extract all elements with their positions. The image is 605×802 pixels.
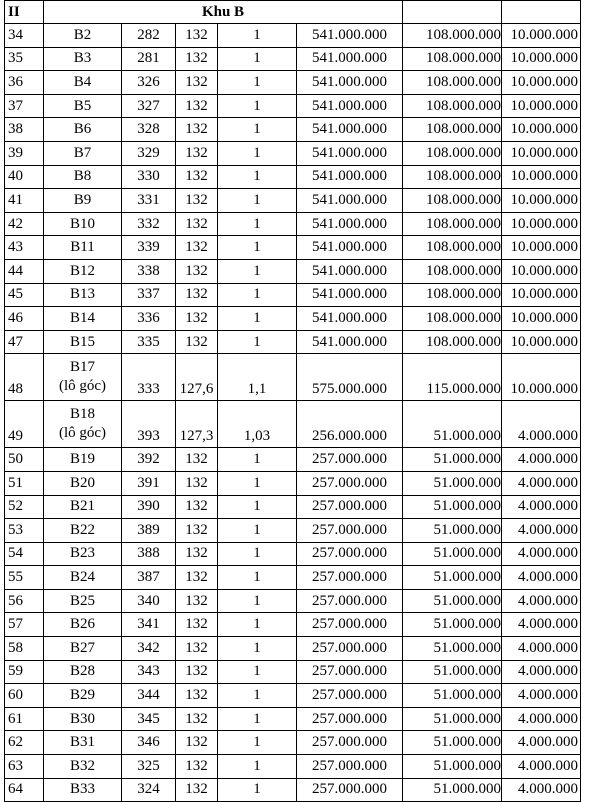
fee-amount: 10.000.000 xyxy=(502,118,581,142)
table-body xyxy=(5,1,581,802)
table-row xyxy=(5,24,581,48)
plot-number: 392 xyxy=(122,448,176,472)
deposit-amount: 51.000.000 xyxy=(403,755,502,779)
lot-code: B12 xyxy=(44,259,122,283)
area-value: 132 xyxy=(176,24,218,48)
coefficient: 1 xyxy=(218,236,297,260)
table-row xyxy=(5,519,581,543)
starting-price: 541.000.000 xyxy=(297,47,403,71)
row-number: 35 xyxy=(5,47,44,71)
table-row xyxy=(5,471,581,495)
table-row xyxy=(5,189,581,213)
plot-number: 331 xyxy=(122,189,176,213)
area-value: 132 xyxy=(176,94,218,118)
row-number: 39 xyxy=(5,141,44,165)
starting-price: 541.000.000 xyxy=(297,236,403,260)
fee-amount: 4.000.000 xyxy=(502,401,581,448)
area-value: 132 xyxy=(176,307,218,331)
row-number: 50 xyxy=(5,448,44,472)
lot-code: B31 xyxy=(44,731,122,755)
plot-number: 387 xyxy=(122,566,176,590)
coefficient: 1 xyxy=(218,660,297,684)
area-value: 132 xyxy=(176,660,218,684)
lot-code: B13 xyxy=(44,283,122,307)
deposit-amount: 51.000.000 xyxy=(403,731,502,755)
coefficient: 1 xyxy=(218,141,297,165)
area-value: 132 xyxy=(176,519,218,543)
coefficient: 1 xyxy=(218,259,297,283)
row-number: 43 xyxy=(5,236,44,260)
deposit-amount: 108.000.000 xyxy=(403,165,502,189)
plot-number: 342 xyxy=(122,637,176,661)
lot-code-label: B17 xyxy=(69,359,95,376)
starting-price: 257.000.000 xyxy=(297,707,403,731)
starting-price: 541.000.000 xyxy=(297,24,403,48)
row-number: 61 xyxy=(5,707,44,731)
starting-price: 541.000.000 xyxy=(297,94,403,118)
lot-code: B25 xyxy=(44,589,122,613)
row-number: 34 xyxy=(5,24,44,48)
plot-number: 337 xyxy=(122,283,176,307)
row-number: 36 xyxy=(5,71,44,95)
area-value: 132 xyxy=(176,71,218,95)
starting-price: 541.000.000 xyxy=(297,283,403,307)
lot-code: B20 xyxy=(44,471,122,495)
plot-number: 333 xyxy=(122,354,176,401)
plot-number: 326 xyxy=(122,71,176,95)
area-value: 132 xyxy=(176,118,218,142)
lot-code: B27 xyxy=(44,637,122,661)
coefficient: 1,03 xyxy=(218,401,297,448)
lot-code xyxy=(44,401,122,448)
starting-price: 541.000.000 xyxy=(297,330,403,354)
row-number: 53 xyxy=(5,519,44,543)
fee-amount: 10.000.000 xyxy=(502,307,581,331)
row-number: 41 xyxy=(5,189,44,213)
row-number: 55 xyxy=(5,566,44,590)
row-number: 51 xyxy=(5,471,44,495)
coefficient: 1 xyxy=(218,24,297,48)
fee-amount: 10.000.000 xyxy=(502,212,581,236)
plot-number: 336 xyxy=(122,307,176,331)
lot-code: B10 xyxy=(44,212,122,236)
fee-amount: 10.000.000 xyxy=(502,236,581,260)
lot-code: B2 xyxy=(44,24,122,48)
fee-amount: 4.000.000 xyxy=(502,684,581,708)
coefficient: 1 xyxy=(218,212,297,236)
fee-amount: 4.000.000 xyxy=(502,637,581,661)
plot-number: 335 xyxy=(122,330,176,354)
starting-price: 257.000.000 xyxy=(297,589,403,613)
lot-code: B28 xyxy=(44,660,122,684)
starting-price: 541.000.000 xyxy=(297,189,403,213)
area-value: 132 xyxy=(176,236,218,260)
coefficient: 1 xyxy=(218,637,297,661)
deposit-amount: 108.000.000 xyxy=(403,47,502,71)
row-number: 63 xyxy=(5,755,44,779)
starting-price: 256.000.000 xyxy=(297,401,403,448)
lot-code: B29 xyxy=(44,684,122,708)
lot-code: B5 xyxy=(44,94,122,118)
lot-code: B7 xyxy=(44,141,122,165)
table-row xyxy=(5,401,581,448)
area-value: 132 xyxy=(176,330,218,354)
row-number: 57 xyxy=(5,613,44,637)
area-value: 132 xyxy=(176,165,218,189)
starting-price: 541.000.000 xyxy=(297,307,403,331)
table-row xyxy=(5,637,581,661)
table-row xyxy=(5,330,581,354)
deposit-amount: 51.000.000 xyxy=(403,707,502,731)
fee-amount: 4.000.000 xyxy=(502,495,581,519)
lot-code: B6 xyxy=(44,118,122,142)
area-value: 132 xyxy=(176,471,218,495)
deposit-amount: 51.000.000 xyxy=(403,519,502,543)
plot-number: 390 xyxy=(122,495,176,519)
area-value: 132 xyxy=(176,189,218,213)
row-number: 38 xyxy=(5,118,44,142)
area-value: 132 xyxy=(176,589,218,613)
coefficient: 1,1 xyxy=(218,354,297,401)
deposit-amount: 115.000.000 xyxy=(403,354,502,401)
deposit-amount: 51.000.000 xyxy=(403,495,502,519)
plot-number: 391 xyxy=(122,471,176,495)
deposit-amount: 108.000.000 xyxy=(403,118,502,142)
deposit-amount: 108.000.000 xyxy=(403,189,502,213)
area-value: 132 xyxy=(176,283,218,307)
deposit-amount: 51.000.000 xyxy=(403,684,502,708)
deposit-amount: 108.000.000 xyxy=(403,212,502,236)
starting-price: 257.000.000 xyxy=(297,613,403,637)
area-value: 132 xyxy=(176,778,218,802)
table-row xyxy=(5,283,581,307)
coefficient: 1 xyxy=(218,566,297,590)
table-row xyxy=(5,684,581,708)
deposit-amount: 51.000.000 xyxy=(403,566,502,590)
fee-amount: 4.000.000 xyxy=(502,731,581,755)
table-row xyxy=(5,542,581,566)
coefficient: 1 xyxy=(218,542,297,566)
row-number: 62 xyxy=(5,731,44,755)
fee-amount: 10.000.000 xyxy=(502,189,581,213)
deposit-amount: 51.000.000 xyxy=(403,637,502,661)
starting-price: 257.000.000 xyxy=(297,471,403,495)
lot-code-label: B18 xyxy=(69,406,95,423)
table-row xyxy=(5,589,581,613)
table-row xyxy=(5,307,581,331)
fee-amount: 4.000.000 xyxy=(502,613,581,637)
starting-price: 257.000.000 xyxy=(297,448,403,472)
plot-number: 341 xyxy=(122,613,176,637)
starting-price: 575.000.000 xyxy=(297,354,403,401)
plot-number: 393 xyxy=(122,401,176,448)
plot-number: 346 xyxy=(122,731,176,755)
row-number: 56 xyxy=(5,589,44,613)
section-header-row xyxy=(5,1,581,24)
plot-number: 325 xyxy=(122,755,176,779)
area-value: 132 xyxy=(176,566,218,590)
lot-code: B15 xyxy=(44,330,122,354)
coefficient: 1 xyxy=(218,165,297,189)
fee-amount: 10.000.000 xyxy=(502,259,581,283)
lot-code: B14 xyxy=(44,307,122,331)
plot-number: 328 xyxy=(122,118,176,142)
table-row xyxy=(5,778,581,802)
starting-price: 541.000.000 xyxy=(297,259,403,283)
starting-price: 541.000.000 xyxy=(297,118,403,142)
plot-number: 340 xyxy=(122,589,176,613)
fee-amount: 10.000.000 xyxy=(502,71,581,95)
plot-number: 388 xyxy=(122,542,176,566)
coefficient: 1 xyxy=(218,471,297,495)
table-row xyxy=(5,118,581,142)
starting-price: 257.000.000 xyxy=(297,637,403,661)
lot-code: B30 xyxy=(44,707,122,731)
deposit-amount: 108.000.000 xyxy=(403,307,502,331)
deposit-amount: 108.000.000 xyxy=(403,259,502,283)
table-row xyxy=(5,259,581,283)
starting-price: 541.000.000 xyxy=(297,165,403,189)
plot-number: 332 xyxy=(122,212,176,236)
deposit-amount: 108.000.000 xyxy=(403,283,502,307)
lot-code: B3 xyxy=(44,47,122,71)
deposit-amount: 51.000.000 xyxy=(403,401,502,448)
table-row xyxy=(5,236,581,260)
deposit-amount: 51.000.000 xyxy=(403,778,502,802)
coefficient: 1 xyxy=(218,684,297,708)
lot-code: B19 xyxy=(44,448,122,472)
coefficient: 1 xyxy=(218,94,297,118)
fee-amount: 4.000.000 xyxy=(502,589,581,613)
table-row xyxy=(5,448,581,472)
area-value: 132 xyxy=(176,755,218,779)
area-value: 132 xyxy=(176,637,218,661)
coefficient: 1 xyxy=(218,707,297,731)
fee-amount: 10.000.000 xyxy=(502,47,581,71)
starting-price: 257.000.000 xyxy=(297,684,403,708)
fee-amount: 4.000.000 xyxy=(502,778,581,802)
lot-code: B8 xyxy=(44,165,122,189)
deposit-amount: 51.000.000 xyxy=(403,589,502,613)
fee-amount: 4.000.000 xyxy=(502,755,581,779)
coefficient: 1 xyxy=(218,118,297,142)
coefficient: 1 xyxy=(218,307,297,331)
lot-code: B23 xyxy=(44,542,122,566)
table-row xyxy=(5,47,581,71)
deposit-amount: 108.000.000 xyxy=(403,94,502,118)
row-number: 47 xyxy=(5,330,44,354)
lot-code: B33 xyxy=(44,778,122,802)
table-row xyxy=(5,495,581,519)
plot-number: 324 xyxy=(122,778,176,802)
deposit-amount: 108.000.000 xyxy=(403,236,502,260)
row-number: 60 xyxy=(5,684,44,708)
lot-code: B4 xyxy=(44,71,122,95)
plot-number: 282 xyxy=(122,24,176,48)
section-number: II xyxy=(5,1,44,24)
table-row xyxy=(5,165,581,189)
starting-price: 541.000.000 xyxy=(297,212,403,236)
starting-price: 257.000.000 xyxy=(297,519,403,543)
coefficient: 1 xyxy=(218,613,297,637)
area-value: 132 xyxy=(176,613,218,637)
row-number: 40 xyxy=(5,165,44,189)
lot-code: B32 xyxy=(44,755,122,779)
starting-price: 257.000.000 xyxy=(297,660,403,684)
plot-number: 281 xyxy=(122,47,176,71)
deposit-amount: 108.000.000 xyxy=(403,330,502,354)
starting-price: 257.000.000 xyxy=(297,566,403,590)
table-row xyxy=(5,94,581,118)
area-value: 132 xyxy=(176,141,218,165)
fee-amount: 10.000.000 xyxy=(502,354,581,401)
lot-code: B21 xyxy=(44,495,122,519)
area-value: 132 xyxy=(176,731,218,755)
row-number: 64 xyxy=(5,778,44,802)
coefficient: 1 xyxy=(218,519,297,543)
header-empty-cell xyxy=(403,1,502,24)
coefficient: 1 xyxy=(218,71,297,95)
area-value: 132 xyxy=(176,259,218,283)
table-row xyxy=(5,566,581,590)
table-row xyxy=(5,71,581,95)
plot-number: 389 xyxy=(122,519,176,543)
row-number: 44 xyxy=(5,259,44,283)
starting-price: 541.000.000 xyxy=(297,71,403,95)
coefficient: 1 xyxy=(218,283,297,307)
fee-amount: 4.000.000 xyxy=(502,707,581,731)
fee-amount: 10.000.000 xyxy=(502,94,581,118)
coefficient: 1 xyxy=(218,731,297,755)
fee-amount: 4.000.000 xyxy=(502,542,581,566)
fee-amount: 4.000.000 xyxy=(502,519,581,543)
table-row xyxy=(5,141,581,165)
starting-price: 257.000.000 xyxy=(297,542,403,566)
plot-number: 344 xyxy=(122,684,176,708)
plot-number: 338 xyxy=(122,259,176,283)
area-value: 127,3 xyxy=(176,401,218,448)
lot-note: (lô góc) xyxy=(58,425,107,442)
row-number: 45 xyxy=(5,283,44,307)
starting-price: 257.000.000 xyxy=(297,755,403,779)
deposit-amount: 108.000.000 xyxy=(403,71,502,95)
fee-amount: 10.000.000 xyxy=(502,24,581,48)
row-number: 58 xyxy=(5,637,44,661)
coefficient: 1 xyxy=(218,330,297,354)
section-title: Khu B xyxy=(44,1,403,24)
fee-amount: 4.000.000 xyxy=(502,566,581,590)
table-row xyxy=(5,354,581,401)
area-value: 132 xyxy=(176,542,218,566)
starting-price: 541.000.000 xyxy=(297,141,403,165)
plot-number: 345 xyxy=(122,707,176,731)
row-number: 42 xyxy=(5,212,44,236)
row-number: 52 xyxy=(5,495,44,519)
starting-price: 257.000.000 xyxy=(297,778,403,802)
header-empty-cell xyxy=(502,1,581,24)
area-value: 132 xyxy=(176,47,218,71)
table-row xyxy=(5,613,581,637)
deposit-amount: 51.000.000 xyxy=(403,660,502,684)
deposit-amount: 108.000.000 xyxy=(403,141,502,165)
table-row xyxy=(5,660,581,684)
lot-code: B24 xyxy=(44,566,122,590)
fee-amount: 4.000.000 xyxy=(502,660,581,684)
plot-number: 330 xyxy=(122,165,176,189)
deposit-amount: 51.000.000 xyxy=(403,448,502,472)
row-number: 46 xyxy=(5,307,44,331)
lot-code: B9 xyxy=(44,189,122,213)
coefficient: 1 xyxy=(218,778,297,802)
fee-amount: 10.000.000 xyxy=(502,141,581,165)
deposit-amount: 51.000.000 xyxy=(403,542,502,566)
coefficient: 1 xyxy=(218,589,297,613)
lot-code: B11 xyxy=(44,236,122,260)
lot-code: B22 xyxy=(44,519,122,543)
starting-price: 257.000.000 xyxy=(297,731,403,755)
table-row xyxy=(5,707,581,731)
coefficient: 1 xyxy=(218,495,297,519)
area-value: 132 xyxy=(176,495,218,519)
table-row xyxy=(5,212,581,236)
fee-amount: 4.000.000 xyxy=(502,471,581,495)
coefficient: 1 xyxy=(218,189,297,213)
lot-price-table xyxy=(4,0,581,802)
row-number: 49 xyxy=(5,401,44,448)
deposit-amount: 51.000.000 xyxy=(403,471,502,495)
plot-number: 329 xyxy=(122,141,176,165)
lot-code xyxy=(44,354,122,401)
coefficient: 1 xyxy=(218,448,297,472)
row-number: 48 xyxy=(5,354,44,401)
lot-note: (lô góc) xyxy=(58,378,107,395)
row-number: 59 xyxy=(5,660,44,684)
coefficient: 1 xyxy=(218,47,297,71)
table-row xyxy=(5,731,581,755)
fee-amount: 10.000.000 xyxy=(502,330,581,354)
deposit-amount: 108.000.000 xyxy=(403,24,502,48)
starting-price: 257.000.000 xyxy=(297,495,403,519)
fee-amount: 10.000.000 xyxy=(502,165,581,189)
area-value: 132 xyxy=(176,707,218,731)
fee-amount: 10.000.000 xyxy=(502,283,581,307)
row-number: 54 xyxy=(5,542,44,566)
area-value: 127,6 xyxy=(176,354,218,401)
plot-number: 343 xyxy=(122,660,176,684)
table-row xyxy=(5,755,581,779)
area-value: 132 xyxy=(176,684,218,708)
area-value: 132 xyxy=(176,448,218,472)
plot-number: 327 xyxy=(122,94,176,118)
plot-number: 339 xyxy=(122,236,176,260)
lot-code: B26 xyxy=(44,613,122,637)
deposit-amount: 51.000.000 xyxy=(403,613,502,637)
area-value: 132 xyxy=(176,212,218,236)
fee-amount: 4.000.000 xyxy=(502,448,581,472)
row-number: 37 xyxy=(5,94,44,118)
coefficient: 1 xyxy=(218,755,297,779)
